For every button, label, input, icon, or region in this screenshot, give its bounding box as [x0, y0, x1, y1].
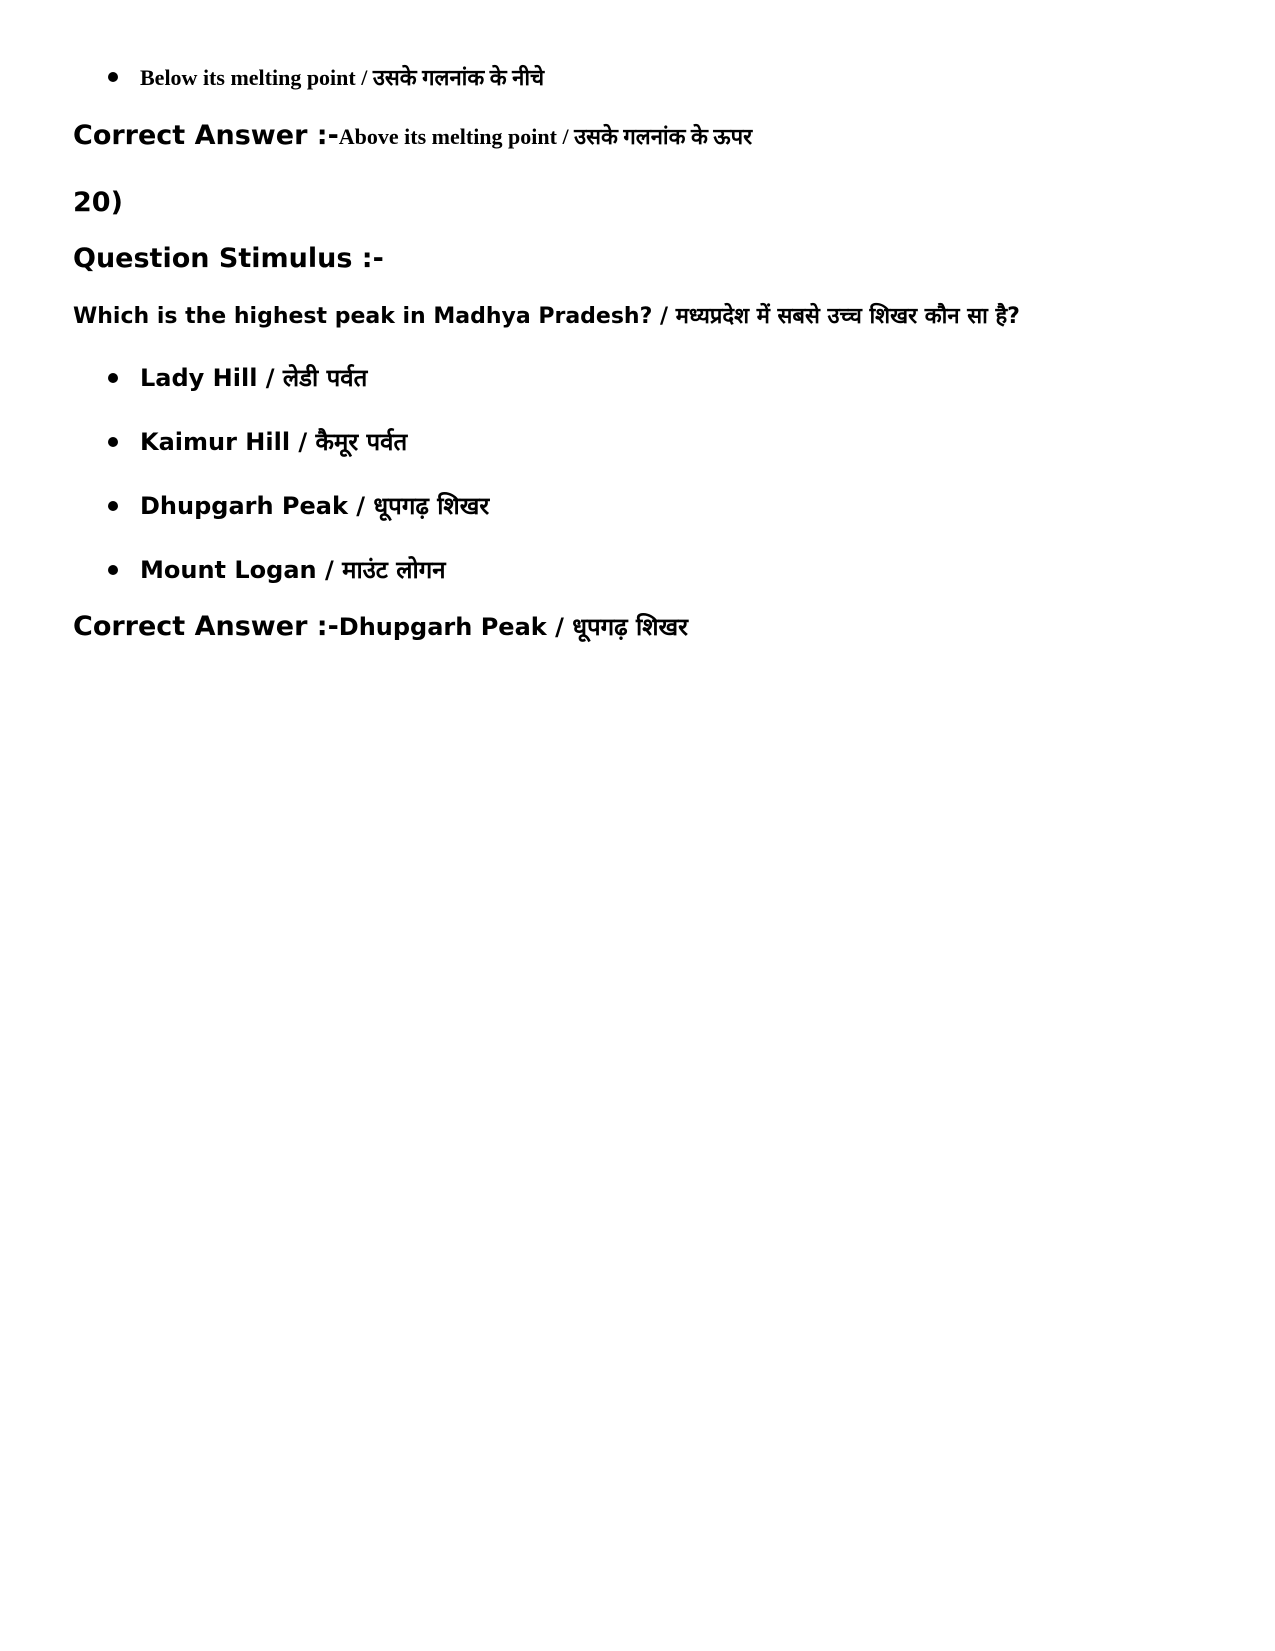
option-text: Kaimur Hill / कैमूर पर्वत: [140, 428, 408, 456]
option-item: [108, 361, 367, 394]
option-item: [108, 553, 446, 586]
option-item: [108, 489, 489, 522]
bullet-icon: [108, 72, 118, 82]
correct-answer-value: Dhupgarh Peak / धूपगढ़ शिखर: [338, 613, 688, 641]
question-number: 20): [73, 187, 123, 218]
correct-answer-label: Correct Answer :-: [73, 611, 339, 642]
bullet-icon: [108, 437, 118, 447]
option-item: [108, 425, 407, 458]
prev-correct-answer: [73, 120, 752, 151]
prev-option-text: Below its melting point / उसके गलनांक के नीचे: [140, 65, 545, 90]
option-text: Dhupgarh Peak / धूपगढ़ शिखर: [140, 492, 490, 520]
question-text: Which is the highest peak in Madhya Pradesh? / मध्यप्रदेश में सबसे उच्च शिखर कौन सा है?: [73, 304, 1020, 329]
correct-answer-label: Correct Answer :-: [73, 120, 339, 151]
option-text: Mount Logan / माउंट लोगन: [140, 556, 446, 584]
correct-answer-value: Above its melting point / उसके गलनांक के ऊपर: [338, 124, 753, 149]
question-stimulus-label: Question Stimulus :-: [73, 243, 384, 274]
bullet-icon: [108, 501, 118, 511]
option-text: Lady Hill / लेडी पर्वत: [140, 364, 368, 392]
correct-answer: [73, 610, 688, 643]
bullet-icon: [108, 565, 118, 575]
prev-option-item: [108, 62, 544, 92]
bullet-icon: [108, 373, 118, 383]
